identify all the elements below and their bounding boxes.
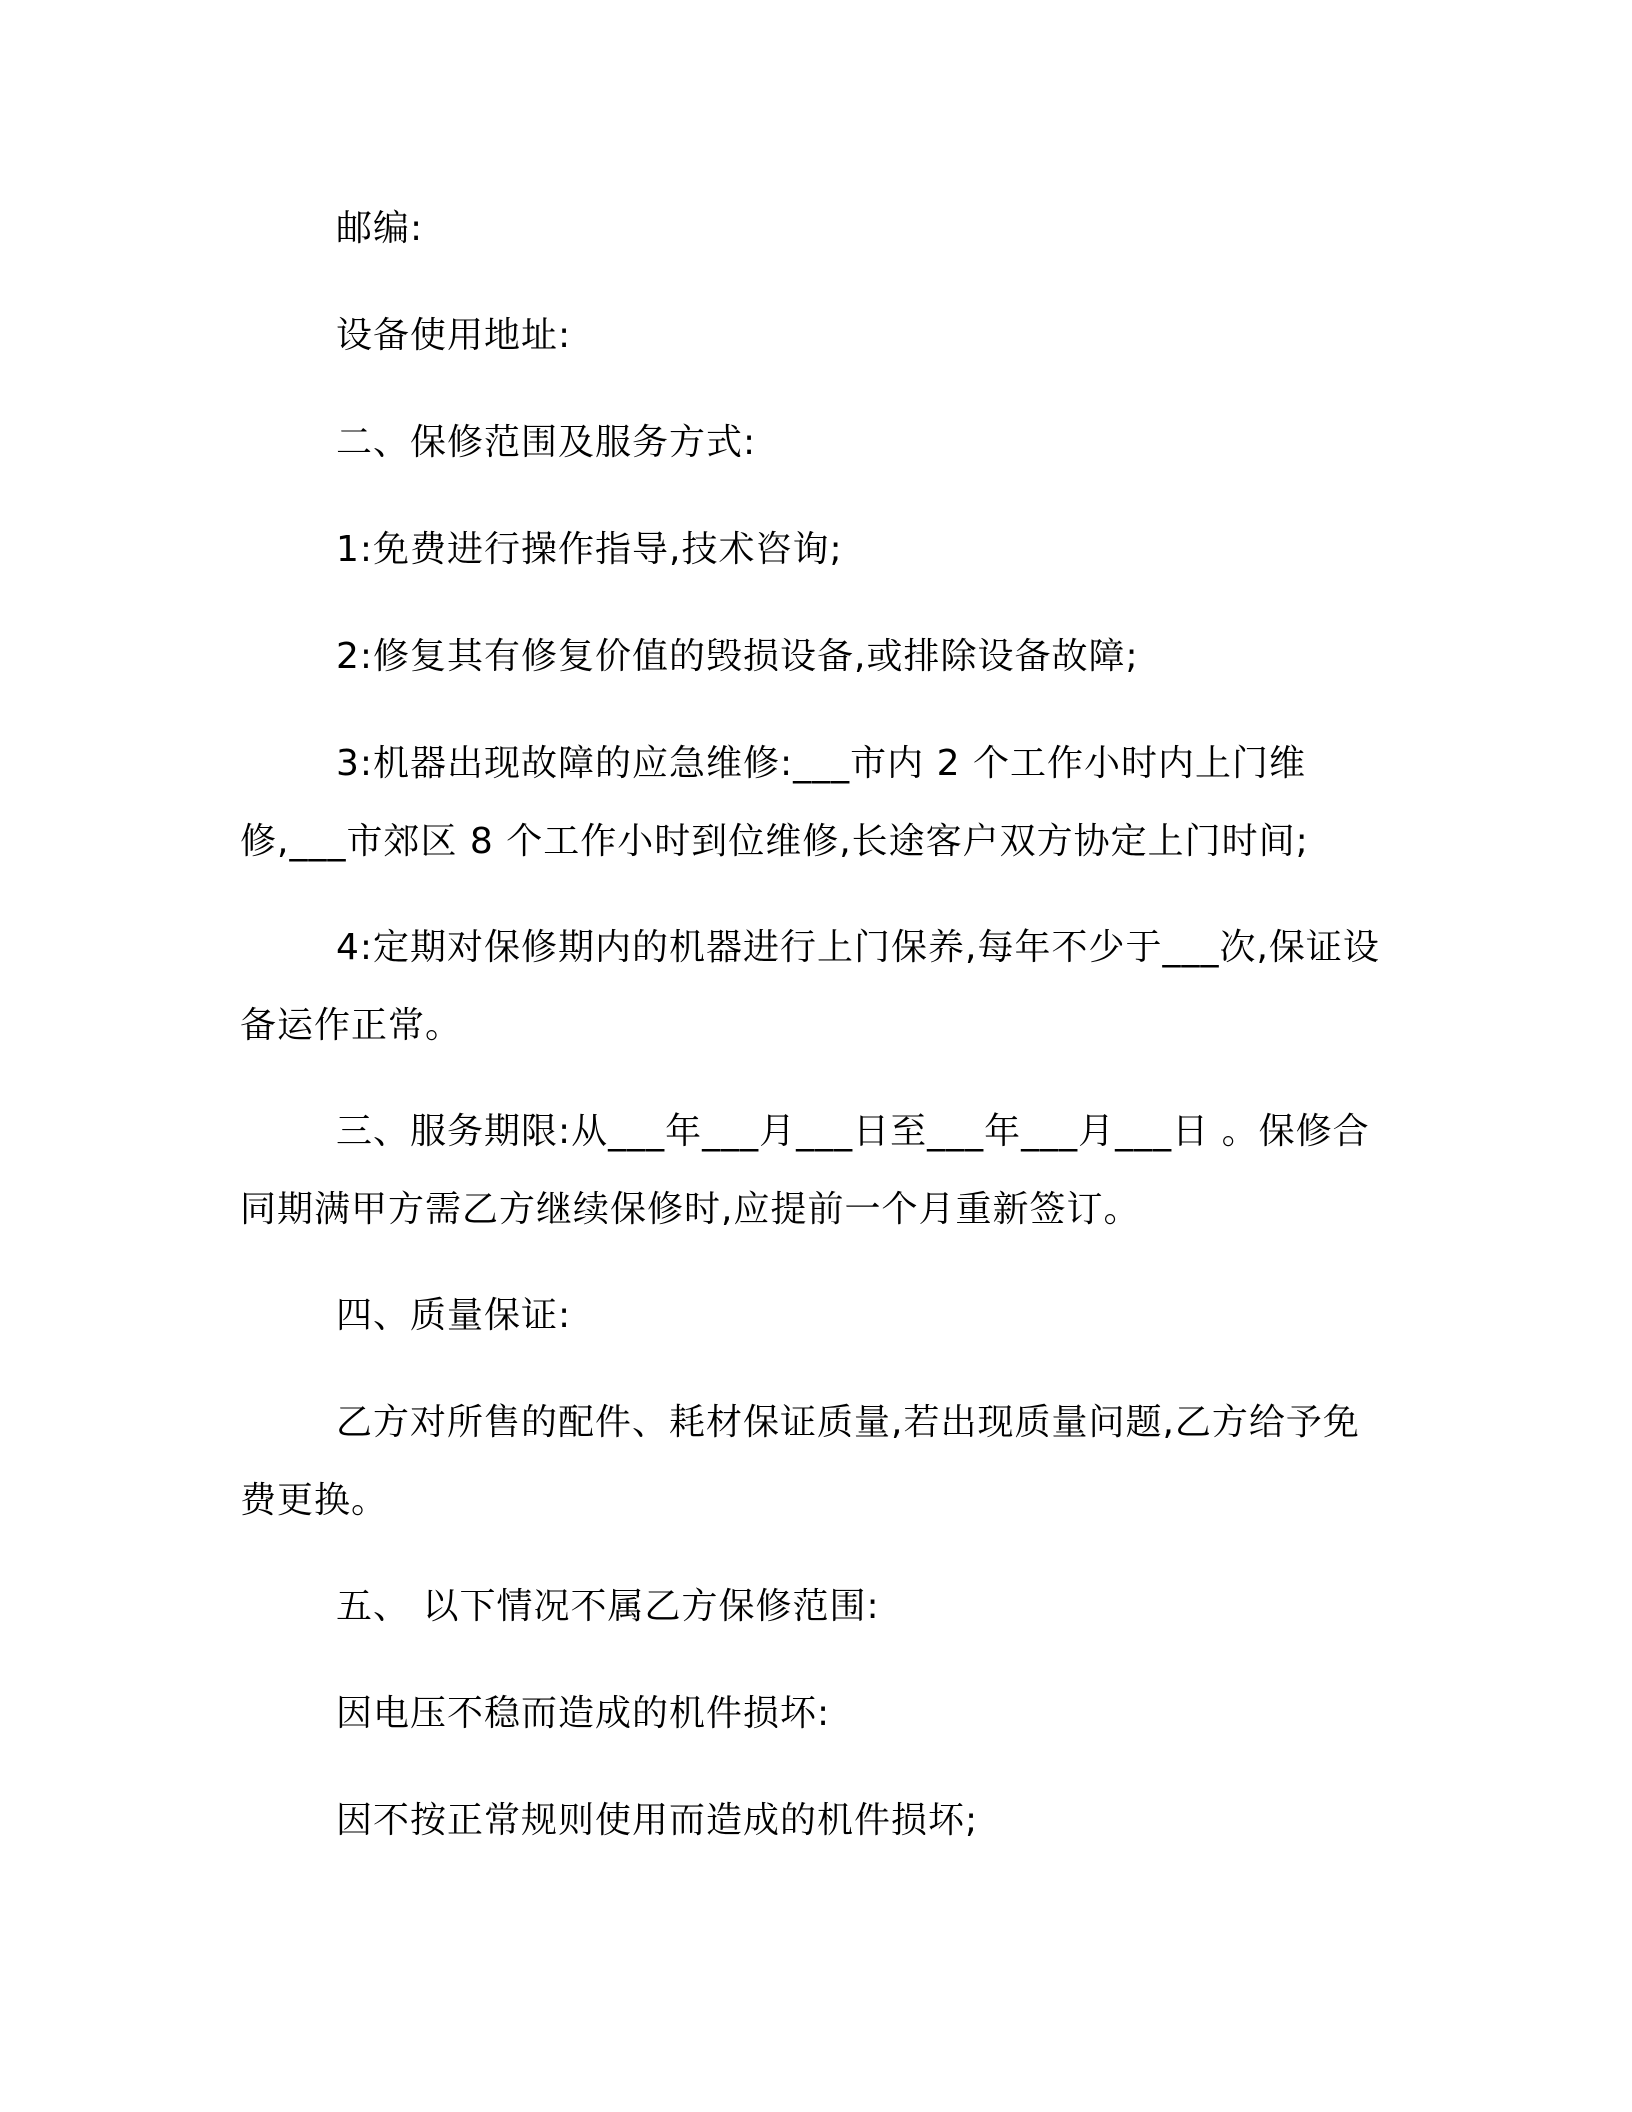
exclusion-item-voltage: 因电压不稳而造成的机件损坏: <box>336 1693 831 1734</box>
quality-guarantee-text: 乙方对所售的配件、耗材保证质量,若出现质量问题,乙方给予免费更换。 <box>240 1402 1360 1521</box>
section-2-heading: 二、保修范围及服务方式: <box>336 422 757 463</box>
postcode-line: 邮编: <box>336 208 424 249</box>
section-3-service-period: 三、服务期限:从___年___月___日至___年___月___日 。保修合同期满甲方需乙方继续保修时,应提前一个月重新签订。 <box>240 1111 1370 1230</box>
section-4-heading: 四、质量保证: <box>336 1295 572 1336</box>
service-item-3: 3:机器出现故障的应急维修:___市内 2 个工作小时内上门维修,___市郊区 8 个工作小时到位维修,长途客户双方协定上门时间; <box>240 743 1309 862</box>
service-item-1: 1:免费进行操作指导,技术咨询; <box>336 529 843 570</box>
service-item-2: 2:修复其有修复价值的毁损设备,或排除设备故障; <box>336 636 1139 677</box>
exclusion-item-misuse: 因不按正常规则使用而造成的机件损坏; <box>336 1800 979 1841</box>
section-5-heading: 五、 以下情况不属乙方保修范围: <box>336 1586 880 1627</box>
document-body <box>240 190 1390 1889</box>
equipment-address-line: 设备使用地址: <box>336 315 572 356</box>
service-item-4: 4:定期对保修期内的机器进行上门保养,每年不少于___次,保证设备运作正常。 <box>240 927 1380 1046</box>
